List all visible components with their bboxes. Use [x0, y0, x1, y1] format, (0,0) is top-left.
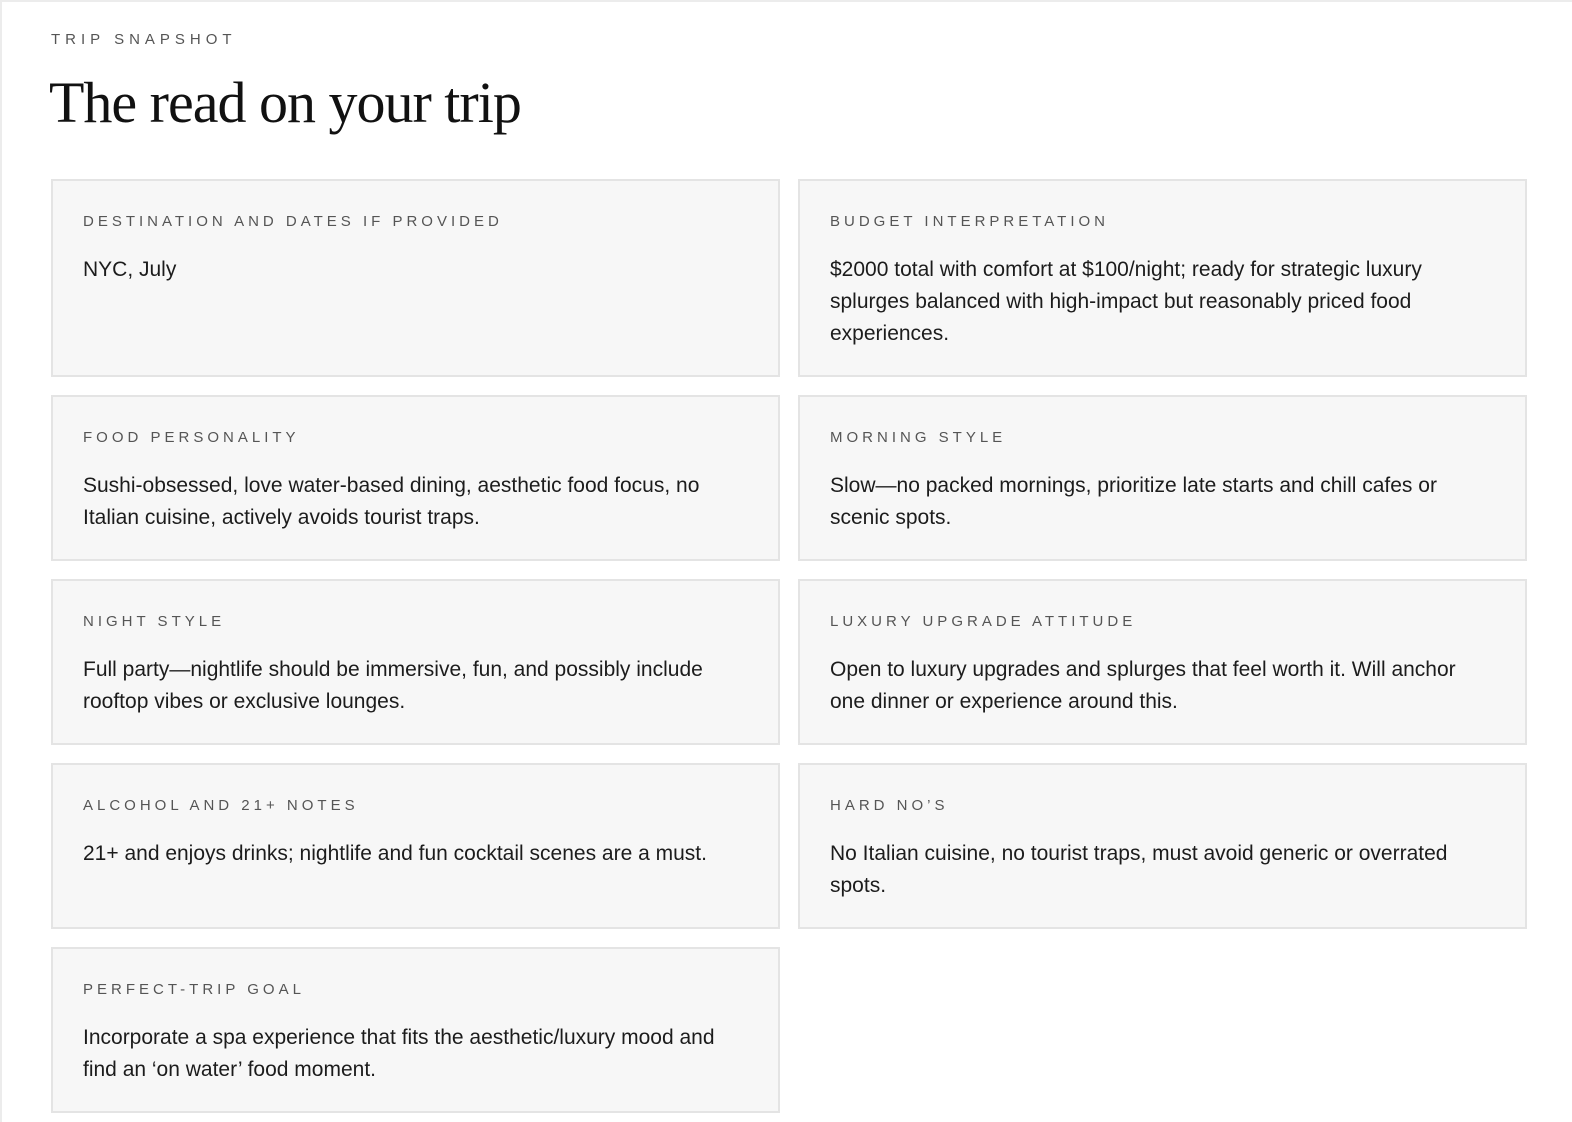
card-text: NYC, July: [83, 258, 177, 281]
card-label: NIGHT STYLE: [83, 613, 226, 630]
card-budget-interpretation: [798, 179, 1527, 377]
card-night-style: [51, 579, 780, 745]
card-label: BUDGET INTERPRETATION: [830, 213, 1110, 230]
card-perfect-trip-goal: [51, 947, 780, 1113]
card-label: ALCOHOL AND 21+ NOTES: [83, 797, 359, 814]
card-morning-style: [798, 395, 1527, 561]
card-text: 21+ and enjoys drinks; nightlife and fun cocktail scenes are a must.: [83, 842, 707, 865]
card-text: Sushi-obsessed, love water-based dining, aesthetic food focus, no Italian cuisine, actively avoids tourist traps.: [83, 474, 700, 529]
card-text: Open to luxury upgrades and splurges that feel worth it. Will anchor one dinner or experience around this.: [830, 658, 1456, 713]
card-text: Slow—no packed mornings, prioritize late starts and chill cafes or scenic spots.: [830, 474, 1437, 529]
card-text: Incorporate a spa experience that fits the aesthetic/luxury mood and find an ‘on water’ food moment.: [83, 1026, 715, 1081]
trip-snapshot-grid: [51, 179, 1527, 1113]
card-label: MORNING STYLE: [830, 429, 1007, 446]
card-label: LUXURY UPGRADE ATTITUDE: [830, 613, 1137, 630]
card-label: HARD NO’S: [830, 797, 949, 814]
card-text: $2000 total with comfort at $100/night; ready for strategic luxury splurges balanced with high-impact but reasonably priced food experiences.: [830, 258, 1422, 345]
card-luxury-upgrade-attitude: [798, 579, 1527, 745]
card-alcohol-notes: [51, 763, 780, 929]
card-label: FOOD PERSONALITY: [83, 429, 300, 446]
card-hard-nos: [798, 763, 1527, 929]
card-text: No Italian cuisine, no tourist traps, must avoid generic or overrated spots.: [830, 842, 1448, 897]
section-eyebrow: TRIP SNAPSHOT: [51, 31, 237, 48]
page-title: The read on your trip: [49, 70, 521, 135]
card-food-personality: [51, 395, 780, 561]
card-text: Full party—nightlife should be immersive, fun, and possibly include rooftop vibes or exclusive lounges.: [83, 658, 703, 713]
card-label: DESTINATION AND DATES IF PROVIDED: [83, 213, 503, 230]
card-label: PERFECT-TRIP GOAL: [83, 981, 305, 998]
card-destination-dates: [51, 179, 780, 377]
